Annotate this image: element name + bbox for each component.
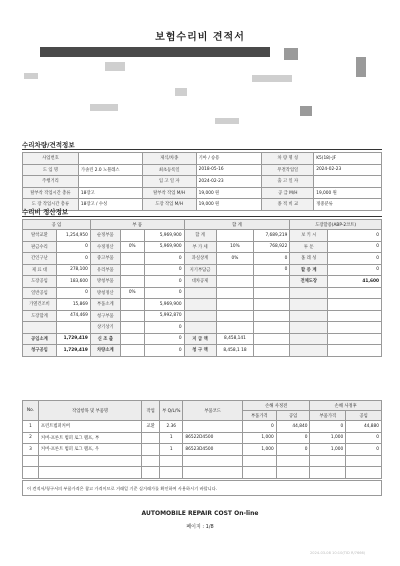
settlement-label: 순정부품: [90, 230, 120, 242]
settlement-value: 41,600: [328, 276, 382, 288]
field-value: 19,000 원: [314, 187, 382, 199]
parts-cell: 1,000: [242, 444, 276, 456]
settlement-value: 0: [328, 253, 382, 265]
field-value: 기아 / 승용: [196, 153, 262, 165]
settlement-label: 지기부담금: [184, 264, 216, 276]
parts-cell: 0: [242, 421, 276, 433]
settlement-label: [290, 322, 328, 334]
settlement-label: 차량소계: [90, 345, 120, 357]
redaction-block: [300, 106, 312, 116]
redaction-block: [284, 48, 298, 60]
parts-cell: 1,000: [310, 432, 346, 444]
settlement-value: [216, 264, 254, 276]
parts-cell: 3: [23, 444, 39, 456]
parts-cell: 프런트범퍼커버: [38, 421, 141, 433]
settlement-value: 0%: [216, 253, 254, 265]
settlement-value: 8,458,1 18: [216, 345, 254, 357]
settlement-value: [216, 322, 254, 334]
field-value: 2018-05-16: [196, 164, 262, 176]
settlement-label: 합 계: [184, 230, 216, 242]
parts-column-header: 손해 사정후: [310, 401, 382, 411]
settlement-label: [184, 322, 216, 334]
settlement-value: [216, 310, 254, 322]
parts-cell: [310, 455, 346, 467]
field-value: 정중분류: [314, 199, 382, 211]
settlement-value: 1,254,950: [56, 230, 90, 242]
settlement-value: 5,969,900: [144, 230, 184, 242]
settlement-value: 183,600: [56, 276, 90, 288]
field-label: 최초등록일: [142, 164, 196, 176]
settlement-value: [216, 287, 254, 299]
parts-row: [23, 432, 382, 444]
settlement-value: 0%: [120, 241, 144, 253]
settlement-value: [120, 264, 144, 276]
settlement-value: [120, 276, 144, 288]
settlement-value: [254, 276, 290, 288]
vehicle-info-row: [23, 164, 382, 176]
settlement-value: 0: [56, 253, 90, 265]
settlement-value: 0: [144, 345, 184, 357]
parts-cell: 0: [346, 432, 382, 444]
settlement-value: [254, 310, 290, 322]
parts-column-header: 부 Q/L/%: [160, 401, 183, 421]
field-value: 19,000 원: [196, 199, 262, 211]
settlement-row: [23, 333, 382, 345]
settlement-value: 0: [254, 264, 290, 276]
field-value: 18장고 / 수성: [78, 199, 142, 211]
settlement-row: [23, 241, 382, 253]
section-divider: [22, 216, 382, 217]
parts-cell: [160, 455, 183, 467]
settlement-label: 일반공임: [23, 287, 57, 299]
parts-subcolumn-header: 부품가격: [310, 411, 346, 421]
footer-title: AUTOMOBILE REPAIR COST On-line: [141, 510, 259, 517]
parts-cell: 86522D4500: [183, 432, 243, 444]
settlement-value: 10%: [216, 241, 254, 253]
settlement-label: 가열건조비: [23, 299, 57, 311]
parts-column-header: 부품코드: [183, 401, 243, 421]
parts-cell: 1,000: [310, 444, 346, 456]
settlement-label: [184, 310, 216, 322]
settlement-value: [328, 310, 382, 322]
field-value: 2024-02-23: [314, 164, 382, 176]
parts-column-header: 작업항목 및 부품명: [38, 401, 141, 421]
field-label: 탈부착 작업시간 총류: [23, 187, 79, 199]
parts-cell: 0: [310, 421, 346, 433]
settlement-label: 중고부품: [90, 253, 120, 265]
settlement-label: [184, 287, 216, 299]
settlement-row: [23, 253, 382, 265]
parts-cell: [38, 455, 141, 467]
settlement-value: 0: [56, 287, 90, 299]
parts-column-header: 손해 사정전: [242, 401, 310, 411]
parts-cell: 86523D4500: [183, 444, 243, 456]
field-value: [78, 153, 142, 165]
settlement-label: [23, 322, 57, 334]
settlement-value: 7,689,219: [254, 230, 290, 242]
settlement-label: 판금수리: [23, 241, 57, 253]
parts-cell: 교환: [142, 421, 160, 433]
settlement-row: [23, 345, 382, 357]
settlement-value: 0: [144, 322, 184, 334]
field-value: K5(18)-JF: [314, 153, 382, 165]
settlement-label: [290, 287, 328, 299]
settlement-label: 청 구 액: [184, 345, 216, 357]
parts-cell: [310, 467, 346, 479]
vehicle-info-row: [23, 199, 382, 211]
settlement-row: [23, 276, 382, 288]
parts-cell: [276, 455, 310, 467]
settlement-value: 768,922: [254, 241, 290, 253]
settlement-group-header: 부 품: [90, 220, 184, 230]
parts-cell: [142, 467, 160, 479]
settlement-label: 과실상계: [184, 253, 216, 265]
settlement-value: [216, 230, 254, 242]
settlement-group-header: 공 임: [23, 220, 91, 230]
field-label: 주행거리: [23, 176, 79, 188]
parts-cell: 44,840: [276, 421, 310, 433]
field-label: 출 고 일 자: [262, 176, 314, 188]
redaction-block: [356, 57, 366, 77]
parts-cell: 커버-프론트 범퍼 로그 램프, 부: [38, 432, 141, 444]
section-divider: [22, 149, 382, 150]
settlement-group-header: 합 계: [184, 220, 290, 230]
settlement-value: 0: [254, 253, 290, 265]
redaction-block: [90, 104, 118, 111]
settlement-label: 상기상기: [90, 322, 120, 334]
redaction-block: [105, 62, 125, 71]
settlement-row: [23, 264, 382, 276]
settlement-label: 청구공임: [23, 345, 57, 357]
settlement-value: [120, 333, 144, 345]
settlement-label: 신 조 출: [90, 333, 120, 345]
parts-cell: 0: [346, 444, 382, 456]
parts-cell: [183, 455, 243, 467]
parts-subcolumn-header: 부품가격: [242, 411, 276, 421]
parts-cell: [183, 467, 243, 479]
settlement-label: 대차공제: [184, 276, 216, 288]
settlement-value: [216, 299, 254, 311]
redaction-block: [252, 75, 292, 82]
settlement-value: 0: [328, 230, 382, 242]
settlement-label: 투 툰: [290, 241, 328, 253]
settlement-value: [328, 322, 382, 334]
redaction-block: [175, 88, 187, 96]
vehicle-info-row: [23, 176, 382, 188]
redaction-block: [24, 73, 38, 79]
settlement-row: [23, 310, 382, 322]
settlement-value: 0: [144, 264, 184, 276]
parts-cell: 1: [160, 444, 183, 456]
parts-cell: 2: [23, 432, 39, 444]
settlement-label: 방청부품: [90, 276, 120, 288]
parts-cell: [38, 467, 141, 479]
settlement-value: [120, 230, 144, 242]
settlement-value: [56, 322, 90, 334]
parts-cell: 1: [23, 421, 39, 433]
settlement-row: [23, 287, 382, 299]
field-value: 가솔린 2.0 노블레스: [78, 164, 142, 176]
settlement-group-header: 도장할증(ABP-2코트): [290, 220, 382, 230]
parts-column-header: No.: [23, 401, 39, 421]
parts-empty-row: [23, 455, 382, 467]
parts-row: [23, 421, 382, 433]
page-number: 페이지 : 1/8: [186, 524, 214, 530]
settlement-value: [254, 333, 290, 345]
settlement-row: [23, 230, 382, 242]
parts-subcolumn-header: 공임: [346, 411, 382, 421]
parts-cell: [23, 467, 39, 479]
field-label: 도 장 작업시간 총류: [23, 199, 79, 211]
settlement-value: 5,969,900: [144, 299, 184, 311]
parts-cell: [142, 455, 160, 467]
settlement-value: 0: [144, 276, 184, 288]
settlement-value: [120, 310, 144, 322]
parts-cell: 0: [276, 444, 310, 456]
vehicle-info-table: [22, 152, 382, 211]
settlement-value: 15,869: [56, 299, 90, 311]
settlement-label: 지 급 액: [184, 333, 216, 345]
field-value: [78, 176, 142, 188]
settlement-value: [216, 276, 254, 288]
parts-cell: 1: [160, 432, 183, 444]
parts-cell: 2.36: [160, 421, 183, 433]
settlement-value: 0: [144, 333, 184, 345]
settlement-value: [328, 333, 382, 345]
settlement-value: 1,729,419: [56, 345, 90, 357]
settlement-label: [184, 299, 216, 311]
field-value: [314, 176, 382, 188]
parts-cell: [23, 455, 39, 467]
parts-subcolumn-header: 공임: [276, 411, 310, 421]
parts-empty-row: [23, 467, 382, 479]
field-label: 차 량 명 칭: [262, 153, 314, 165]
settlement-label: 탈착교환: [23, 230, 57, 242]
settlement-value: [120, 299, 144, 311]
parts-cell: [242, 467, 276, 479]
settlement-label: 도장합계: [23, 310, 57, 322]
settlement-row: [23, 322, 382, 334]
settlement-row: [23, 299, 382, 311]
parts-column-header: 작업: [142, 401, 160, 421]
settlement-value: [254, 299, 290, 311]
field-value: 2024-02-23: [196, 176, 262, 188]
parts-cell: [346, 455, 382, 467]
vehicle-info-row: [23, 187, 382, 199]
settlement-label: 도장공임: [23, 276, 57, 288]
document-title: 보험수리비 견적서: [155, 32, 245, 43]
settlement-value: 1,729,419: [56, 333, 90, 345]
field-label: 종 적 비 교: [262, 199, 314, 211]
parts-cell: [346, 467, 382, 479]
parts-cell: 0: [276, 432, 310, 444]
parts-cell: [242, 455, 276, 467]
settlement-value: 0: [144, 287, 184, 299]
settlement-label: [290, 299, 328, 311]
settlement-label: 청구부품: [90, 310, 120, 322]
settlement-value: 5,992,870: [144, 310, 184, 322]
section-title-vehicle: 수리차량/견적정보: [22, 141, 75, 149]
settlement-value: 0%: [120, 287, 144, 299]
settlement-value: [328, 299, 382, 311]
field-value: 18장고: [78, 187, 142, 199]
parts-cell: 44,880: [346, 421, 382, 433]
vehicle-info-row: [23, 153, 382, 165]
field-label: 공 급 M/H: [262, 187, 314, 199]
redaction-block: [215, 118, 239, 124]
settlement-label: [290, 345, 328, 357]
settlement-label: 간인구난: [23, 253, 57, 265]
settlement-value: 0: [144, 253, 184, 265]
settlement-value: 278,100: [56, 264, 90, 276]
settlement-label: 전체도장: [290, 276, 328, 288]
settlement-value: [120, 322, 144, 334]
field-label: 제식/차종: [142, 153, 196, 165]
settlement-value: [254, 287, 290, 299]
settlement-value: 8,458,141: [216, 333, 254, 345]
parts-cell: [276, 467, 310, 479]
settlement-label: 방청정산: [90, 287, 120, 299]
print-timestamp: 2024-03-08 10:10(TID R/7666): [310, 551, 366, 555]
settlement-label: 보 키 시: [290, 230, 328, 242]
settlement-label: 할 증 계: [290, 264, 328, 276]
settlement-value: 5,969,900: [144, 241, 184, 253]
settlement-value: [120, 253, 144, 265]
parts-cell: [142, 444, 160, 456]
settlement-value: 0: [328, 264, 382, 276]
field-label: 무결작업일: [262, 164, 314, 176]
settlement-value: [254, 345, 290, 357]
settlement-value: [120, 345, 144, 357]
parts-cell: 커버-프론트 범퍼 로그 램프, 우: [38, 444, 141, 456]
settlement-value: 0: [328, 241, 382, 253]
settlement-value: [328, 345, 382, 357]
price-notice: 이 견적서/청구서의 부품가격은 참고 가격이므로 거래일 기준 실거래가를 확인하여 사용하시기 바랍니다.: [22, 480, 382, 496]
field-label: 도장 작업 M/H: [142, 199, 196, 211]
parts-header-row: [23, 401, 382, 411]
redaction-bar: [40, 47, 270, 57]
settlement-value: [328, 287, 382, 299]
parts-cell: [160, 467, 183, 479]
field-value: 19,000 원: [196, 187, 262, 199]
settlement-label: 유리부품: [90, 264, 120, 276]
settlement-value: 474,469: [56, 310, 90, 322]
settlement-label: [290, 310, 328, 322]
section-title-settlement: 수리비 정산정보: [22, 208, 69, 216]
settlement-value: [254, 322, 290, 334]
parts-cell: [142, 432, 160, 444]
settlement-value: 0: [56, 241, 90, 253]
settlement-label: 수정정산: [90, 241, 120, 253]
settlement-label: 제 료 대: [23, 264, 57, 276]
settlement-label: 공임소계: [23, 333, 57, 345]
field-label: 도 입 명: [23, 164, 79, 176]
parts-cell: [183, 421, 243, 433]
parts-table: [22, 400, 382, 479]
settlement-label: 홈 레 성: [290, 253, 328, 265]
parts-row: [23, 444, 382, 456]
field-label: 입 고 일 자: [142, 176, 196, 188]
settlement-label: 부품소계: [90, 299, 120, 311]
field-label: 탈부착 작업 M/H: [142, 187, 196, 199]
parts-cell: 1,000: [242, 432, 276, 444]
settlement-label: 부 가 세: [184, 241, 216, 253]
settlement-label: [290, 333, 328, 345]
field-label: 사업번호: [23, 153, 79, 165]
settlement-table: [22, 219, 382, 357]
